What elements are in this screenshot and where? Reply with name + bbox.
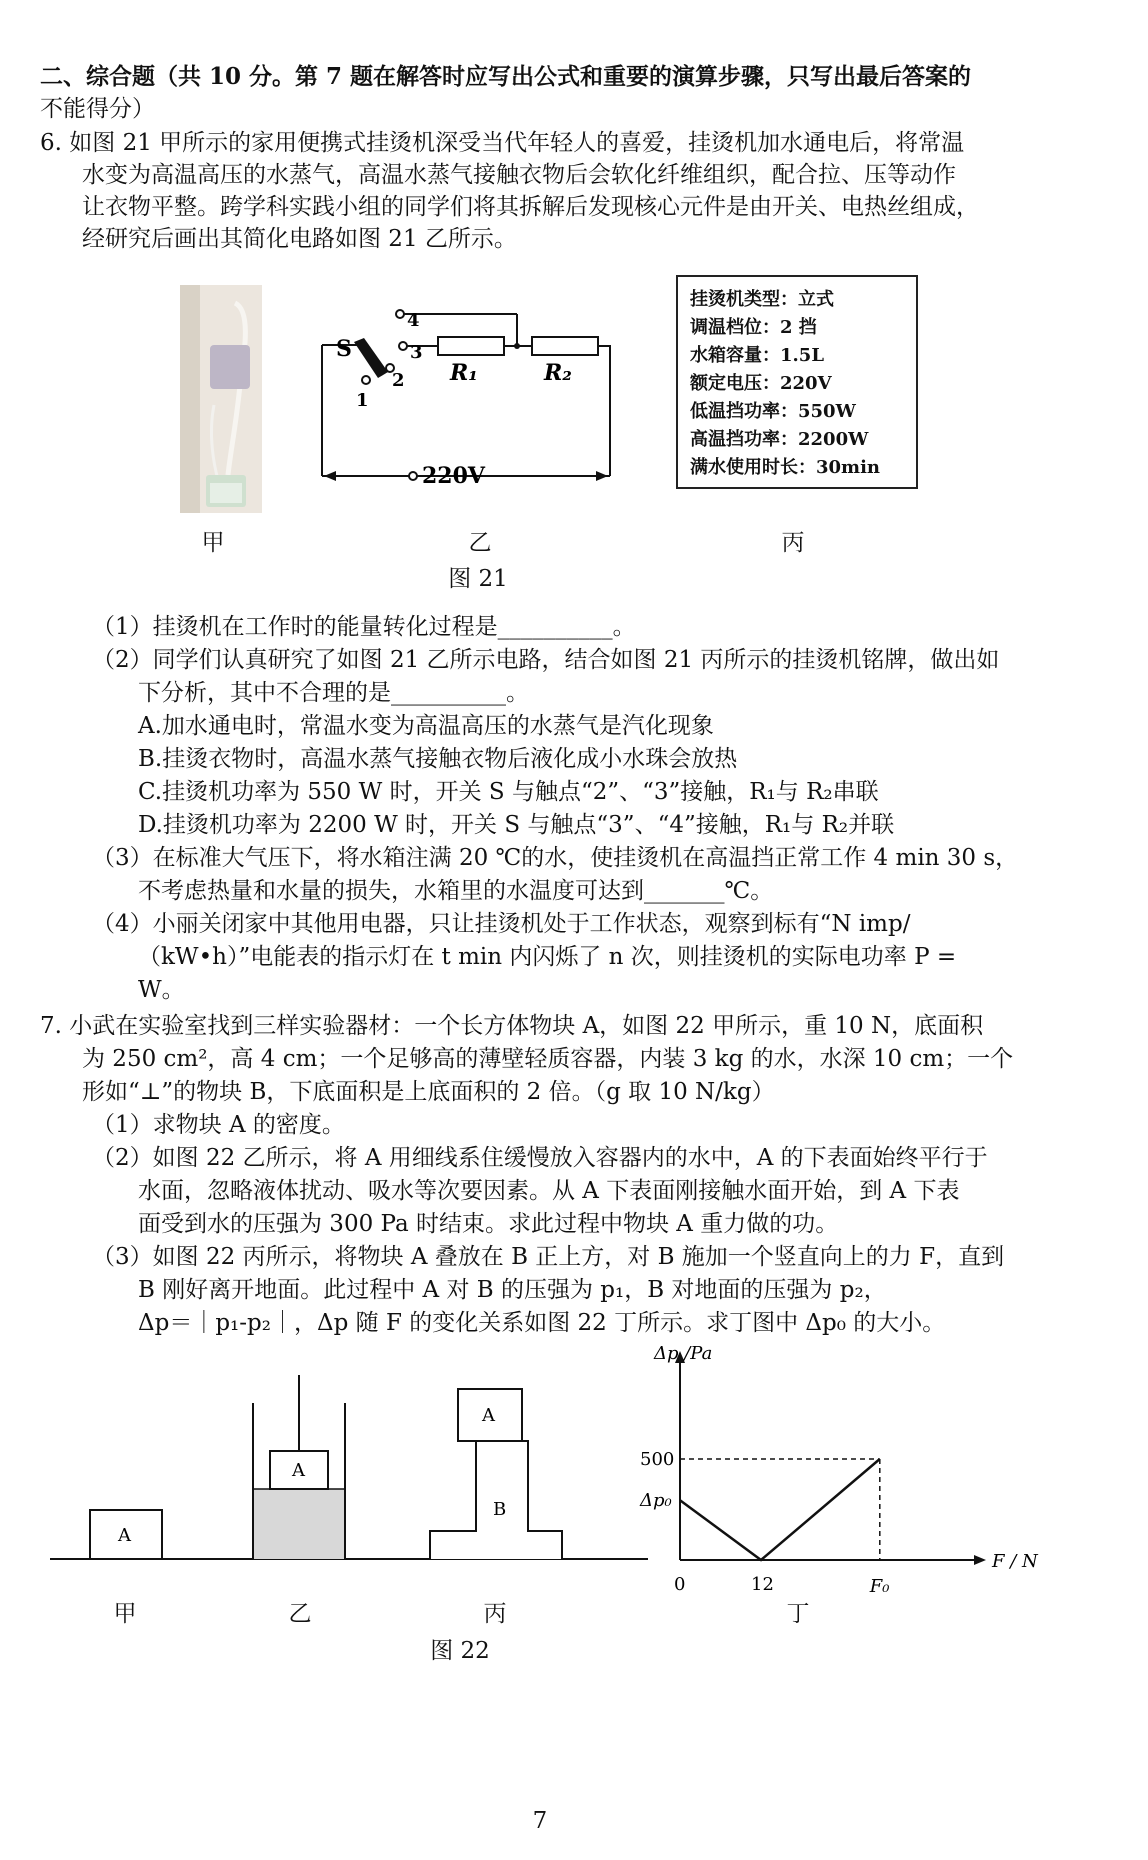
section-title: 二、综合题（共 10 分。第 7 题在解答时应写出公式和重要的演算步骤，只写出最后答案的	[40, 63, 972, 90]
q6-stem-1: 6. 如图 21 甲所示的家用便携式挂烫机深受当代年轻人的喜爱，挂烫机加水通电后，将常温	[40, 130, 965, 156]
q7-stem-1: 7. 小武在实验室找到三样实验器材：一个长方体物块 A，如图 22 甲所示，重 10 N，底面积	[40, 1013, 984, 1039]
junction-dot	[514, 343, 520, 349]
section-header	[40, 62, 1050, 92]
x-tick-f0: F₀	[869, 1576, 890, 1597]
q7-part2-2: 水面，忽略液体扰动、吸水等次要因素。从 A 下表面刚接触水面开始，到 A 下表	[138, 1178, 960, 1204]
fig22-caption: 图 22	[430, 1638, 490, 1664]
spec-line: 挂烫机类型：立式	[690, 289, 834, 310]
spec-line: 低温挡功率：550W	[690, 401, 856, 422]
contact-1	[362, 376, 370, 384]
q7-stem-3: 形如“⊥”的物块 B，下底面积是上底面积的 2 倍。（g 取 10 N/kg）	[82, 1079, 775, 1105]
q6-part1: （1）挂烫机在工作时的能量转化过程是__________。	[92, 614, 636, 640]
fig21-label-jia: 甲	[201, 530, 225, 556]
x-axis-arrow	[974, 1555, 986, 1565]
q7-part1: （1）求物块 A 的密度。	[92, 1112, 345, 1138]
q7-part2-1: （2）如图 22 乙所示，将 A 用细线系住缓慢放入容器内的水中，A 的下表面始终平行于	[92, 1145, 988, 1171]
q6-part3a: （3）在标准大气压下，将水箱注满 20 ℃的水，使挂烫机在高温挡正常工作 4 min 30 s，	[92, 845, 1019, 871]
switch-label: S	[336, 336, 352, 362]
fig22-jia-label-a: A	[118, 1525, 131, 1546]
q6-part4c: W。	[138, 977, 185, 1003]
spec-plate	[676, 275, 918, 489]
fig22-ding-chart	[640, 1343, 1040, 1597]
q7-stem-2: 为 250 cm²，高 4 cm；一个足够高的薄壁轻质容器，内装 3 kg 的水，水深 10 cm；一个	[82, 1046, 1014, 1072]
fig22-yi-label-a: A	[292, 1460, 305, 1481]
y-tick-500: 500	[640, 1449, 675, 1470]
series-line	[680, 1459, 880, 1560]
x-tick-0: 0	[674, 1574, 686, 1595]
r2-label: R₂	[544, 360, 572, 386]
fig22-label-jia: 甲	[113, 1601, 137, 1627]
q6-part3b: 不考虑热量和水量的损失，水箱里的水温度可达到_______℃。	[138, 878, 774, 904]
fig21-label-yi: 乙	[468, 530, 492, 556]
q6-option-d: D.挂烫机功率为 2200 W 时，开关 S 与触点“3”、“4”接触，R₁与 R₂并联	[138, 812, 895, 838]
fig22-yi-water	[253, 1489, 345, 1559]
fig22-label-yi: 乙	[288, 1601, 312, 1627]
contact-4	[396, 310, 404, 318]
q7-part3-3: Δp＝｜p₁-p₂｜，Δp 随 F 的变化关系如图 22 丁所示。求丁图中 Δp₀ 的大小。	[138, 1310, 946, 1336]
q6-stem-3: 让衣物平整。跨学科实践小组的同学们将其拆解后发现核心元件是由开关、电热丝组成，	[82, 194, 979, 220]
contact-label-2: 2	[392, 370, 405, 391]
switch-blade	[354, 338, 388, 378]
contact-label-4: 4	[407, 310, 420, 331]
q6-stem-4: 经研究后画出其简化电路如图 21 乙所示。	[82, 226, 517, 252]
q6-part4a: （4）小丽关闭家中其他用电器，只让挂烫机处于工作状态，观察到标有“N imp/	[92, 911, 911, 937]
spec-line: 高温挡功率：2200W	[690, 429, 869, 450]
q6-option-c: C.挂烫机功率为 550 W 时，开关 S 与触点“2”、“3”接触，R₁与 R₂串联	[138, 779, 879, 805]
q6-part2a: （2）同学们认真研究了如图 21 乙所示电路，结合如图 21 丙所示的挂烫机铭牌，做出如	[92, 647, 1000, 673]
q7-part3-2: B 刚好离开地面。此过程中 A 对 B 的压强为 p₁，B 对地面的压强为 p₂，	[138, 1277, 887, 1303]
y-tick-dp0: Δp₀	[640, 1490, 672, 1512]
fig22-label-ding: 丁	[786, 1601, 810, 1627]
q6-part4b: （kW•h）”电能表的指示灯在 t min 内闪烁了 n 次，则挂烫机的实际电功率 P =	[138, 944, 957, 970]
r1-label: R₁	[450, 360, 478, 386]
fig22-bing-label-a: A	[482, 1405, 495, 1426]
spec-line: 调温档位：2 挡	[690, 317, 817, 338]
q7-part2-3: 面受到水的压强为 300 Pa 时结束。求此过程中物块 A 重力做的功。	[138, 1211, 839, 1237]
x-tick-12: 12	[751, 1574, 774, 1595]
x-axis-label: F / N	[992, 1551, 1038, 1572]
fig21-caption: 图 21	[448, 566, 508, 592]
fig22-diagrams	[50, 1355, 650, 1575]
contact-3	[399, 342, 407, 350]
section-header-cont: 不能得分）	[40, 96, 155, 122]
circuit-diagram	[310, 280, 630, 500]
page-number: 7	[532, 1808, 548, 1834]
contact-label-3: 3	[410, 342, 423, 363]
steamer-photo	[180, 285, 262, 513]
q6-option-a: A.加水通电时，常温水变为高温高压的水蒸气是汽化现象	[138, 713, 714, 739]
q7-part3-1: （3）如图 22 丙所示，将物块 A 叠放在 B 正上方，对 B 施加一个竖直向上的力 F，直到	[92, 1244, 1005, 1270]
q6-stem-2: 水变为高温高压的水蒸气，高温水蒸气接触衣物后会软化纤维组织，配合拉、压等动作	[82, 162, 956, 188]
spec-line: 满水使用时长：30min	[690, 457, 881, 478]
voltage-label: 220V	[422, 463, 485, 489]
y-axis-label: Δp /Pa	[654, 1343, 713, 1364]
fig22-label-bing: 丙	[483, 1601, 507, 1627]
spec-line: 额定电压：220V	[690, 373, 832, 394]
fig21-label-bing: 丙	[781, 530, 805, 556]
q6-part2b: 下分析，其中不合理的是__________。	[138, 680, 529, 706]
fig22-bing-label-b: B	[493, 1499, 507, 1520]
q6-option-b: B.挂烫衣物时，高温水蒸气接触衣物后液化成小水珠会放热	[138, 746, 738, 772]
contact-label-1: 1	[356, 390, 369, 411]
spec-line: 水箱容量：1.5L	[690, 345, 824, 366]
